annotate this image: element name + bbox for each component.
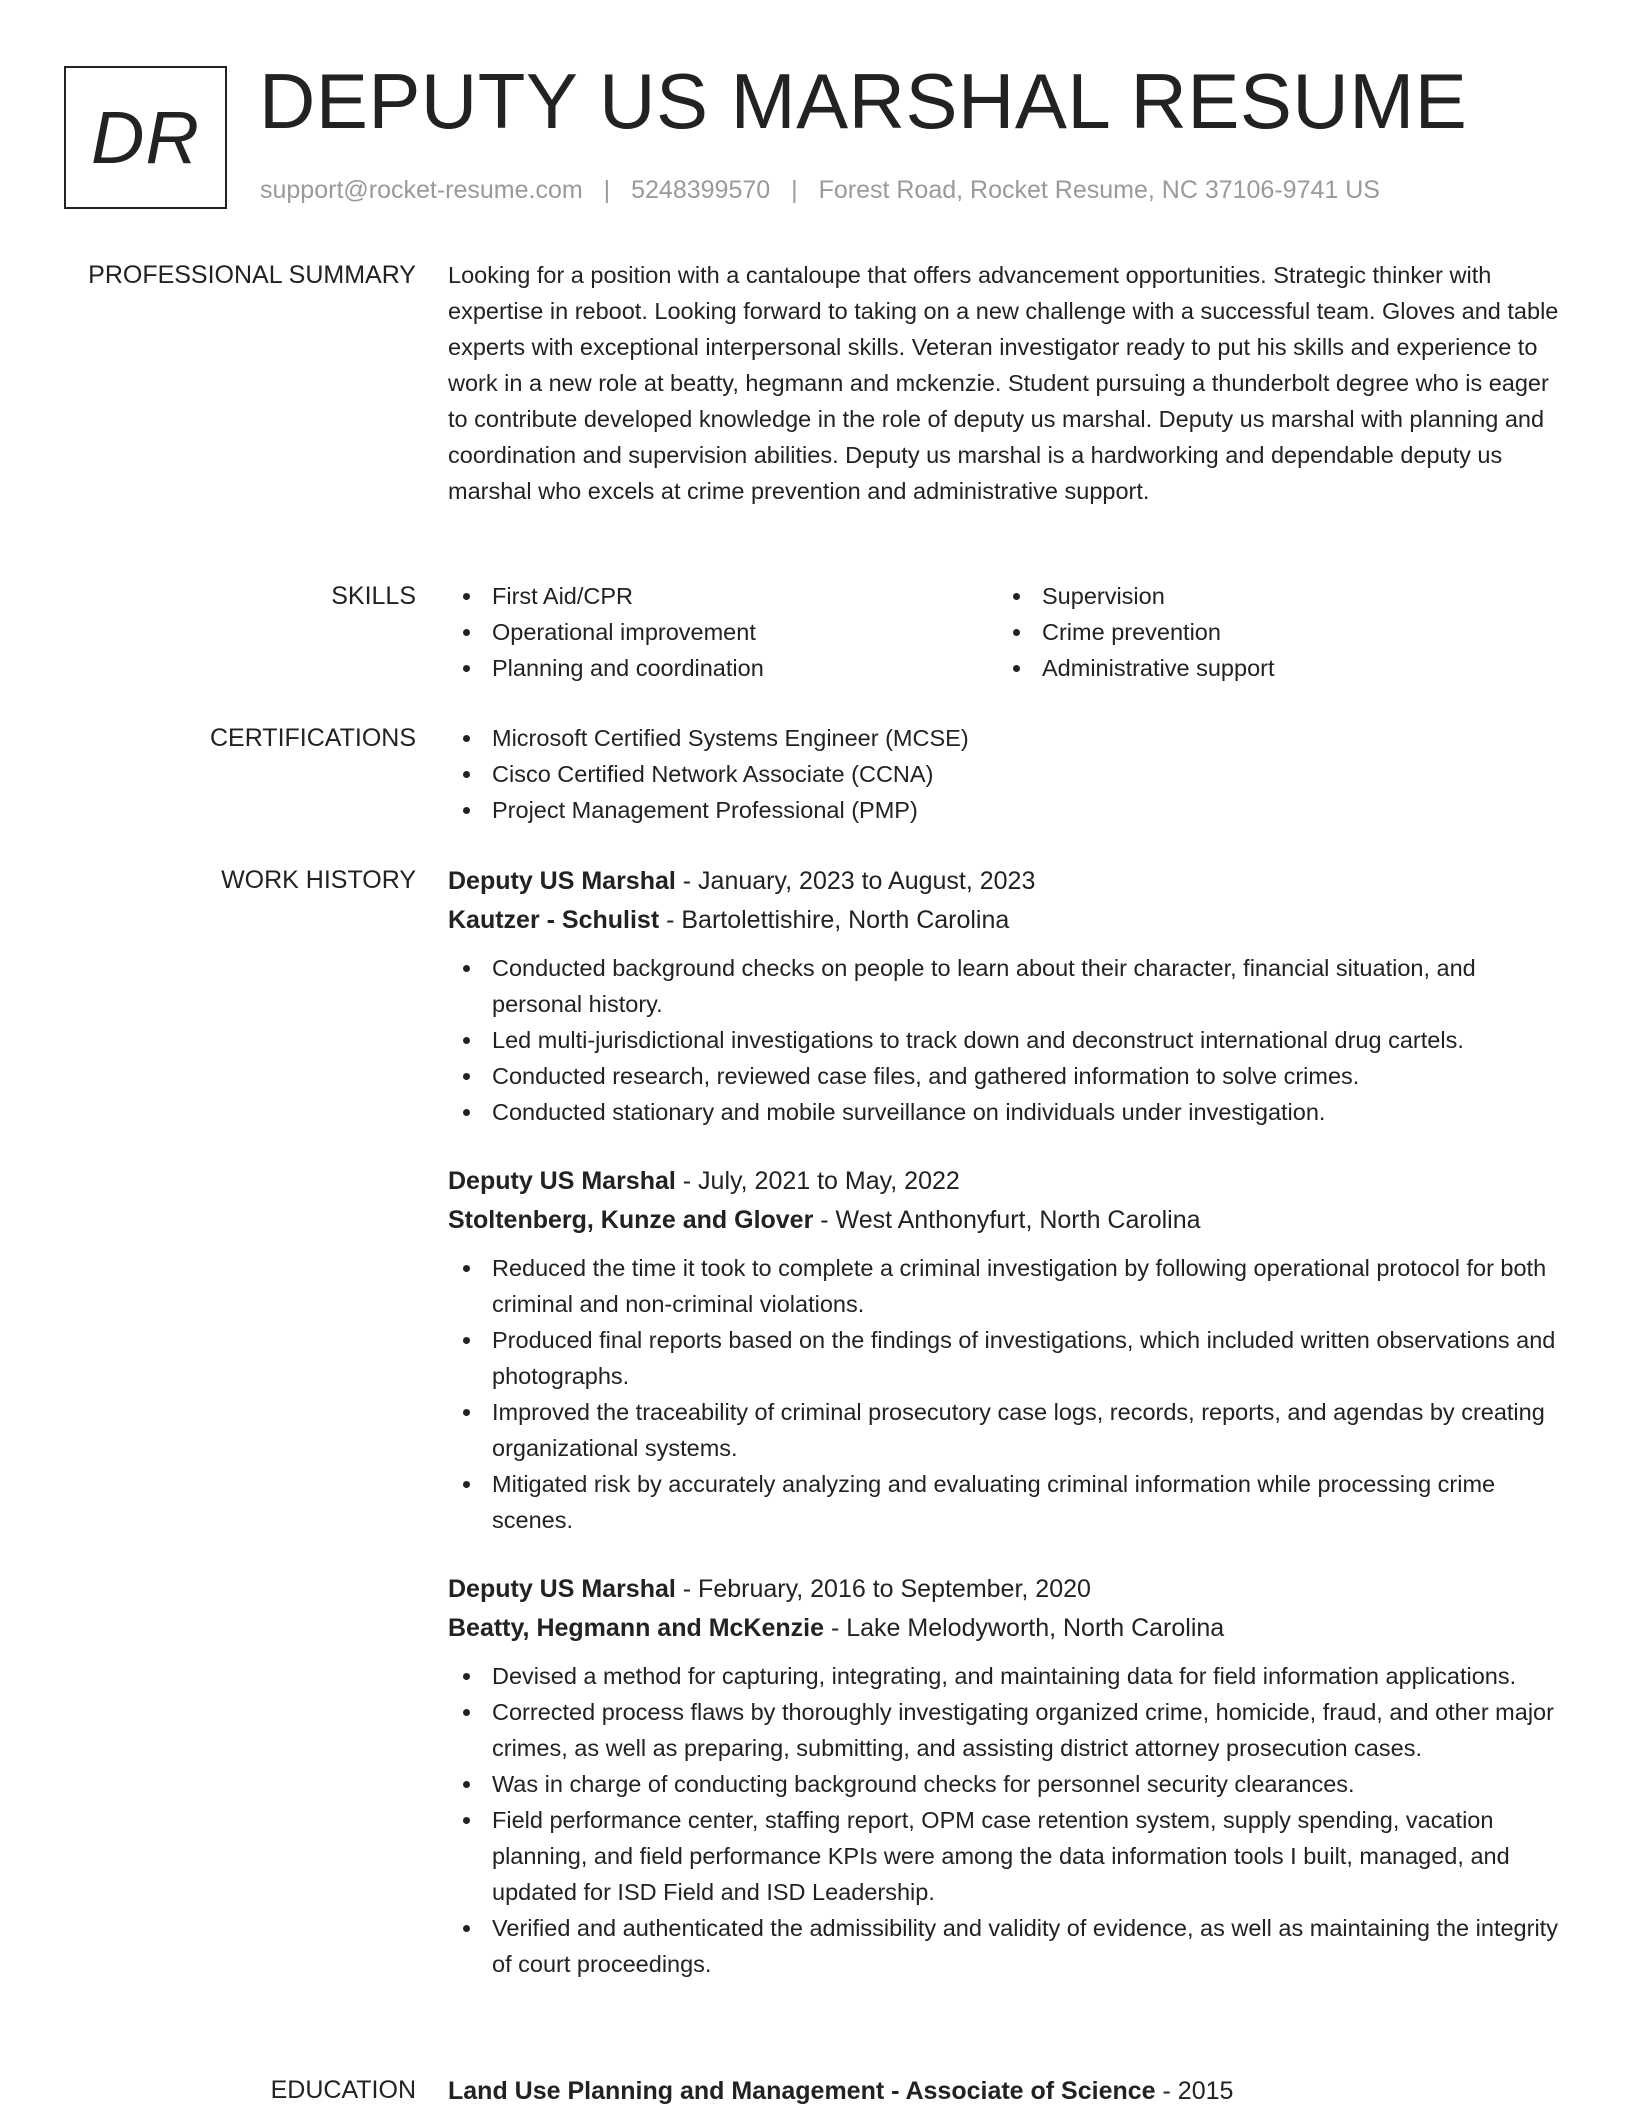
job-location: - Bartolettishire, North Carolina bbox=[659, 906, 1010, 934]
skill-item: Operational improvement bbox=[448, 614, 998, 650]
certification-item: Cisco Certified Network Associate (CCNA) bbox=[448, 756, 1568, 792]
job-bullet: Produced final reports based on the findings of investigations, which included written observations and photographs. bbox=[448, 1322, 1568, 1394]
skills-body bbox=[448, 578, 1568, 686]
section-label-work-history: WORK HISTORY bbox=[221, 866, 416, 894]
job-bullets bbox=[448, 1250, 1568, 1538]
job-bullet: Led multi-jurisdictional investigations to track down and deconstruct international drug cartels. bbox=[448, 1022, 1568, 1058]
job-company-line bbox=[448, 1201, 1568, 1240]
certifications-list bbox=[448, 720, 1568, 828]
summary-text: Looking for a position with a cantaloupe that offers advancement opportunities. Strategic thinker with expertise in reboot. Looking forward to taking on a new challenge with a successful team. Gloves and table experts with exceptional interpersonal skills. Veteran investigator ready to put his skills and experience to work in a new role at beatty, hegmann and mckenzie. Student pursuing a thunderbolt degree who is eager to contribute developed knowledge in the role of deputy us marshal. Deputy us marshal with planning and coordination and supervision abilities. Deputy us marshal is a hardworking and dependable deputy us marshal who excels at crime prevention and administrative support. bbox=[448, 262, 1559, 504]
section-label-summary: PROFESSIONAL SUMMARY bbox=[88, 261, 416, 289]
education-degree: Land Use Planning and Management - Associate of Science bbox=[448, 2077, 1156, 2105]
certifications-body bbox=[448, 720, 1568, 828]
skill-item: First Aid/CPR bbox=[448, 578, 998, 614]
skills-list-right bbox=[998, 578, 1548, 686]
skills-grid bbox=[448, 578, 1568, 686]
monogram-initials: DR bbox=[91, 96, 200, 179]
education-line bbox=[448, 2072, 1568, 2111]
job-company-line bbox=[448, 1609, 1568, 1648]
monogram-badge bbox=[64, 66, 227, 209]
work-history-body bbox=[448, 862, 1568, 1982]
job-company: Stoltenberg, Kunze and Glover bbox=[448, 1206, 814, 1234]
job-dates: - July, 2021 to May, 2022 bbox=[675, 1167, 960, 1195]
job-title: Deputy US Marshal bbox=[448, 1575, 676, 1603]
education-year: - 2015 bbox=[1155, 2077, 1234, 2105]
job-bullet: Reduced the time it took to complete a criminal investigation by following operational protocol for both criminal and non-criminal violations. bbox=[448, 1250, 1568, 1322]
job-bullet: Mitigated risk by accurately analyzing and evaluating criminal information while processing crime scenes. bbox=[448, 1466, 1568, 1538]
job-bullet: Was in charge of conducting background checks for personnel security clearances. bbox=[448, 1766, 1568, 1802]
contact-line bbox=[260, 174, 1380, 206]
summary-body bbox=[448, 257, 1568, 509]
skill-item: Planning and coordination bbox=[448, 650, 998, 686]
contact-email: support@rocket-resume.com bbox=[260, 176, 583, 204]
job-title-line bbox=[448, 862, 1568, 901]
job-location: - West Anthonyfurt, North Carolina bbox=[813, 1206, 1201, 1234]
certification-item: Project Management Professional (PMP) bbox=[448, 792, 1568, 828]
skills-list-left bbox=[448, 578, 998, 686]
skill-item: Administrative support bbox=[998, 650, 1548, 686]
job-company: Kautzer - Schulist bbox=[448, 906, 660, 934]
job-bullet: Conducted background checks on people to learn about their character, financial situation, and personal history. bbox=[448, 950, 1568, 1022]
certification-item: Microsoft Certified Systems Engineer (MCSE) bbox=[448, 720, 1568, 756]
skill-item: Supervision bbox=[998, 578, 1548, 614]
job-bullet: Improved the traceability of criminal prosecutory case logs, records, reports, and agendas by creating organizational systems. bbox=[448, 1394, 1568, 1466]
job-entry bbox=[448, 1162, 1568, 1538]
job-title: Deputy US Marshal bbox=[448, 1167, 676, 1195]
job-title: Deputy US Marshal bbox=[448, 867, 676, 895]
resume-title: DEPUTY US MARSHAL RESUME bbox=[259, 57, 1468, 145]
job-bullets bbox=[448, 950, 1568, 1130]
contact-separator: | bbox=[603, 176, 611, 204]
section-label-skills: SKILLS bbox=[331, 582, 416, 610]
job-location: - Lake Melodyworth, North Carolina bbox=[824, 1614, 1225, 1642]
job-bullet: Conducted stationary and mobile surveillance on individuals under investigation. bbox=[448, 1094, 1568, 1130]
job-entry bbox=[448, 862, 1568, 1130]
job-bullet: Conducted research, reviewed case files, and gathered information to solve crimes. bbox=[448, 1058, 1568, 1094]
contact-separator: | bbox=[791, 176, 798, 204]
job-title-line bbox=[448, 1162, 1568, 1201]
job-bullet: Field performance center, staffing report, OPM case retention system, supply spending, vacation planning, and field performance KPIs were among the data information tools I built, managed, and updated for ISD Field and ISD Leadership. bbox=[448, 1802, 1568, 1910]
contact-address: Forest Road, Rocket Resume, NC 37106-9741 US bbox=[818, 176, 1380, 204]
skill-item: Crime prevention bbox=[998, 614, 1548, 650]
job-dates: - January, 2023 to August, 2023 bbox=[675, 867, 1036, 895]
job-bullet: Devised a method for capturing, integrating, and maintaining data for field information applications. bbox=[448, 1658, 1568, 1694]
job-company-line bbox=[448, 901, 1568, 940]
job-entry bbox=[448, 1570, 1568, 1982]
section-label-certifications: CERTIFICATIONS bbox=[209, 724, 416, 752]
job-company: Beatty, Hegmann and McKenzie bbox=[448, 1614, 825, 1642]
job-bullet: Corrected process flaws by thoroughly investigating organized crime, homicide, fraud, and other major crimes, as well as preparing, submitting, and assisting district attorney prosecution cases. bbox=[448, 1694, 1568, 1766]
job-bullet: Verified and authenticated the admissibility and validity of evidence, as well as maintaining the integrity of court proceedings. bbox=[448, 1910, 1568, 1982]
job-dates: - February, 2016 to September, 2020 bbox=[675, 1575, 1091, 1603]
job-title-line bbox=[448, 1570, 1568, 1609]
education-body bbox=[448, 2072, 1568, 2111]
section-label-education: EDUCATION bbox=[270, 2076, 416, 2104]
job-bullets bbox=[448, 1658, 1568, 1982]
contact-phone: 5248399570 bbox=[631, 176, 771, 204]
